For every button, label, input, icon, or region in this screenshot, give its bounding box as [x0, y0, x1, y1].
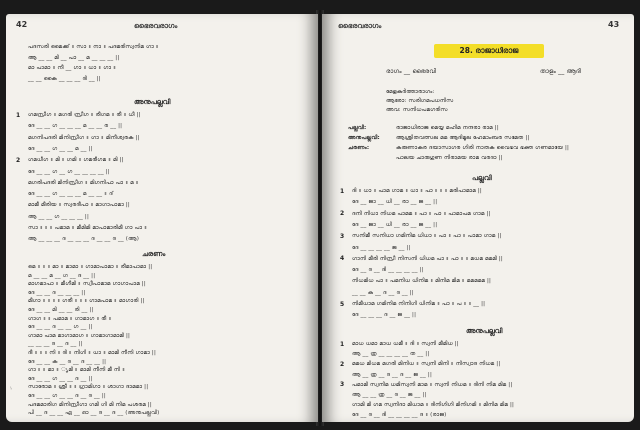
lyric-text: ആശ്രിതവത്സല മമ ആദിമൂല ഹേമാംബര സമേത ||	[396, 135, 530, 141]
lyric-label: അനുപല്ലവി:	[348, 135, 380, 141]
lyric-line: ദേ __ __ ഗ __ __ ദ __ ദ __ ||	[28, 393, 106, 399]
verse-number: 5	[340, 300, 345, 308]
lyric-text: പാലയ ചാരുഗുണ നിരാമയ രാമ വരദാ ||	[396, 155, 503, 161]
section-title: പല്ലവി	[472, 174, 492, 182]
notation-line: മീഗാ ॥ ॥ ॥ ॥ ഗരീ ॥ ॥ ॥ ഗാമപാമ ॥ മാഗാരി ||	[28, 298, 145, 305]
notation-line: മാഗമാപാ ॥ മീഗീമി ॥ സ്വീപാമാമ ഗാഗാപാമ ||	[28, 281, 146, 288]
lyric-line: ദേ __ __ ദ __ __ ഗ __ ||	[28, 324, 93, 331]
lyric-text: രാജാധിരാജ മെയ്യ മഹിമ നന്ദരാ രാമ ||	[396, 125, 499, 131]
notation-line: ഗാനി മീരി നിസ്രീ നിസനി ധിധമ പാ ॥ പാ ॥ ॥ മധമ മമമി ||	[352, 255, 503, 262]
lyric-line: __ __ ക __ ദ __ ദ __ ||	[352, 289, 414, 296]
lyric-line: ദേ __ __ മി __ __ രി __ ||	[28, 307, 94, 313]
notation-line: ഗാഗ ॥ ॥ പമാമ ॥ ഗാമാഗ ॥ രീ ॥	[28, 315, 112, 322]
lyric-line: ദേ __ ദ __ ദി __ __ __ __ ദ ॥ (രാജ)	[352, 412, 447, 419]
verse-number: 3	[340, 381, 345, 389]
lyric-line: ആ __ __ മി __ പാ __ മ __ __ __ ||	[28, 54, 120, 61]
lyric-line: ആ __ ത്ര __ __ __ __ ത __ ||	[352, 351, 430, 358]
notation-line: മഗനിപദരി മിനിസ്രീഗ ॥ ഗാ ॥ മിനീശ്വരക ||	[28, 134, 140, 141]
page-number: 42	[16, 20, 28, 29]
notation-line: ദനി നിധാ നിധമ പാമമ ॥ പാ ॥ പാ ॥ പാമാപമ ഗാമ ||	[352, 210, 491, 217]
song-title: 28. രാജാധിരാജ	[434, 44, 544, 58]
section-title: ചരണം	[142, 250, 166, 258]
notation-line: ദീ ॥ ॥ ॥ നി ॥ ദി ॥ നിഗി ॥ ധാ ॥ മാമി നീനി ഗാമാ ||	[28, 350, 156, 356]
notation-line: സനിമീ സനിധാ ഗമിനിമ ധിധാ ॥ പാ ॥ പാ ॥ പാമാ ഗാമ ||	[352, 233, 502, 240]
verse-number: 2	[340, 210, 345, 218]
section-title: അനുപല്ലവി	[134, 98, 171, 106]
section-title: അനുപല്ലവി	[466, 327, 503, 335]
notation-line: നിധമിധ പാ ॥ പമനിധ ധിനിമ ॥ മിനിമ മിമ ॥ മമമമമ ||	[352, 278, 492, 285]
lyric-line: ദേ __ __ __ __ ജ __ ||	[352, 244, 411, 251]
lyric-line: ദേ __ __ ദ __ __ __ ||	[28, 289, 86, 296]
scale-info: ആരോ: സരിഗമപധനിസ	[386, 98, 454, 104]
notation-line: മെ ॥ ॥ ॥ മാ ॥ മാമാ ॥ ഗാമാപാമാ ॥ രീമാപാമാ ||	[28, 264, 153, 270]
raga-label: രാഗം __ ഭൈരവി	[386, 68, 437, 75]
lyric-line: ആ __ __ ത്ര __ ദ __ ജ __ ||	[352, 392, 427, 398]
running-header: ഭൈരവരാഗം	[134, 22, 178, 30]
lyric-line: __ __ __ ദ __ ദ __ ||	[28, 341, 83, 348]
lyric-label: പല്ലവി:	[348, 125, 367, 131]
notation-line: പദമമാരിഗ മിനിസ്രീഗാ ഗമി ഗി മി നിമ പശരമ ||	[28, 401, 152, 408]
lyric-line: ദേ __ ജാ __ ധി __ രാ __ ജ __ ||	[352, 199, 438, 206]
lyric-line: ദേ __ __ ഗ __ __ ദ __ ||	[28, 375, 93, 382]
lyric-line: ദേ __ __ ക __ ദ __ ദ __ __ ||	[28, 358, 107, 365]
running-header: ഭൈരവരാഗം	[338, 22, 382, 30]
lyric-line: ആ __ __ ഗ __ __ __ ||	[28, 213, 90, 220]
lyric-line: പി __ ദ __ __ ഏ __ ഓ __ ദ __ ദ __ (അനുപല്ലവി)	[28, 410, 160, 417]
lyric-line: __ __ കൈ __ __ __ ദി __ ||	[28, 75, 101, 82]
notation-line: സാരോമ ॥ ശ്രീ ॥ ॥ ഗ്രാമിഗാ ॥ ശാഗാ ദാമമാ ||	[28, 384, 149, 391]
notation-line: ഗാ ॥ ॥ മാ ॥ ൃമി ॥ മാമി നീനി മീ നി ॥	[28, 367, 126, 374]
verse-number: 4	[340, 255, 345, 263]
notation-line: ഗമസ്രീഗ ॥ മഗരി സ്രീഗ ॥ രീഗമ ॥ രീ ॥ ധീ ||	[28, 112, 141, 118]
notation-line: ഗാമാ പാമ മാഗാമാഗ ॥ ഗാമാഗാമാമി ||	[28, 332, 131, 339]
margin-mark: ✓	[8, 385, 16, 392]
notation-line: ദി ॥ ധാ ॥ പാമ ഗാമ ॥ ധാ ॥ പാ ॥ ॥ ॥ മരിപാമാമ ||	[352, 188, 482, 194]
notation-line: ഗമധീഗ ॥ മി ॥ ഗമി ॥ ഗമരീഗമ ॥ മി ||	[28, 157, 124, 164]
notation-line: മമധ മിധമ മഗരി മിനിധ ॥ സ്വനി മിനി ॥ നിസ്വാദ നിധമ ||	[352, 361, 501, 368]
verse-number: 1	[340, 340, 345, 348]
right-page	[322, 14, 634, 422]
verse-number: 2	[340, 360, 345, 368]
lyric-text: കരുണാകര ദയാസാഗര ഗിരി നാതക വൈഭവ ഭക്ത ഗണമായേ ||	[396, 145, 570, 151]
notation-line: മാമീ മീരിയ ॥ സ്വരദീപാ ॥ മാഗാപാമാ ||	[28, 202, 130, 209]
notation-line: പമാമി സ്വനിമ ധമിസ്വനി മാമ ॥ സ്വനി നിധമ ॥ ദിനി നിമ മിമ ||	[352, 381, 513, 388]
notation-line: നിമീധാമ ഗമിനിമ നിനിഗി ധിനിമ ॥ പാ ॥ പ ॥ ॥ __ ||	[352, 301, 486, 307]
lyric-label: ചരണം:	[348, 145, 370, 151]
lyric-line: ദേ __ __ ഗ __ __ മ __ ||	[28, 145, 93, 152]
notation-line: പദസരി മൈക്ക് ॥ സാ ॥ നാ ॥ പദമരിസ്വനിമ ഗാ ॥	[28, 44, 159, 50]
lyric-line: ദേ __ __ ഗ __ __ __ മ __ __ ॥ ദ്	[28, 191, 114, 198]
page-number: 43	[608, 20, 620, 29]
notation-line: മാധ ധമാ മാധ ധമീ ॥ ദി ॥ സ്വനി മീമിധ ||	[352, 341, 459, 347]
lyric-line: ദേ __ __ __ ദ __ ജ __ ||	[352, 312, 417, 319]
left-page	[6, 14, 318, 422]
verse-number: 1	[340, 187, 345, 195]
lyric-line: ദേ __ __ ഗ __ ഗ __ __ __ __ ||	[28, 168, 110, 175]
notation-line: മഗരിപദരി മിനിസ്രീഗ ॥ മിഗനിപാ പാ ॥ മ ॥	[28, 179, 139, 186]
lyric-line: ആ __ ത്ര __ ദ __ ദ __ ജ __ ||	[352, 371, 432, 378]
lyric-line: ദേ __ __ ഗ __ __ __ മ __ __ ര __ ||	[28, 123, 123, 130]
verse-number: 3	[340, 232, 345, 240]
tala-label: താളം __ ആദി	[540, 68, 581, 75]
notation-line: സാ ॥ ॥ ॥ പമാമ ॥ മീമിമി മാപാമാരിമീ ഗാ പാ ॥	[28, 225, 148, 231]
notation-line: മാ പാമാ ॥ നീ __ ഗാ ॥ ധാ ॥ ഗാ ॥	[28, 65, 117, 71]
verse-number: 1	[16, 111, 21, 119]
notation-line: ഗാമി മി ഗമ സ്വനിദാ മിധാമ ॥ ദിനിഗിഗി മിനിഗമി ॥ മിനിമ മിമ ||	[352, 402, 515, 409]
lyric-line: ദേ __ ജാ __ ധി __ രാ __ ജ __ ||	[352, 221, 438, 228]
lyric-line: ആ __ __ __ ദ __ __ __ ദ __ __ ദ __ (ആ)	[28, 236, 140, 243]
verse-number: 2	[16, 156, 21, 164]
scale-info: അവ: സനിധപമഗരിസ	[386, 107, 448, 113]
lyric-line: മ __ __ മ __ ഗ __ ദ __ ||	[28, 272, 96, 279]
lyric-line: ദേ __ ദ __ ദി __ __ __ __ ||	[352, 267, 424, 274]
scale-info: മേളകർത്താരാഗം:	[386, 89, 435, 95]
